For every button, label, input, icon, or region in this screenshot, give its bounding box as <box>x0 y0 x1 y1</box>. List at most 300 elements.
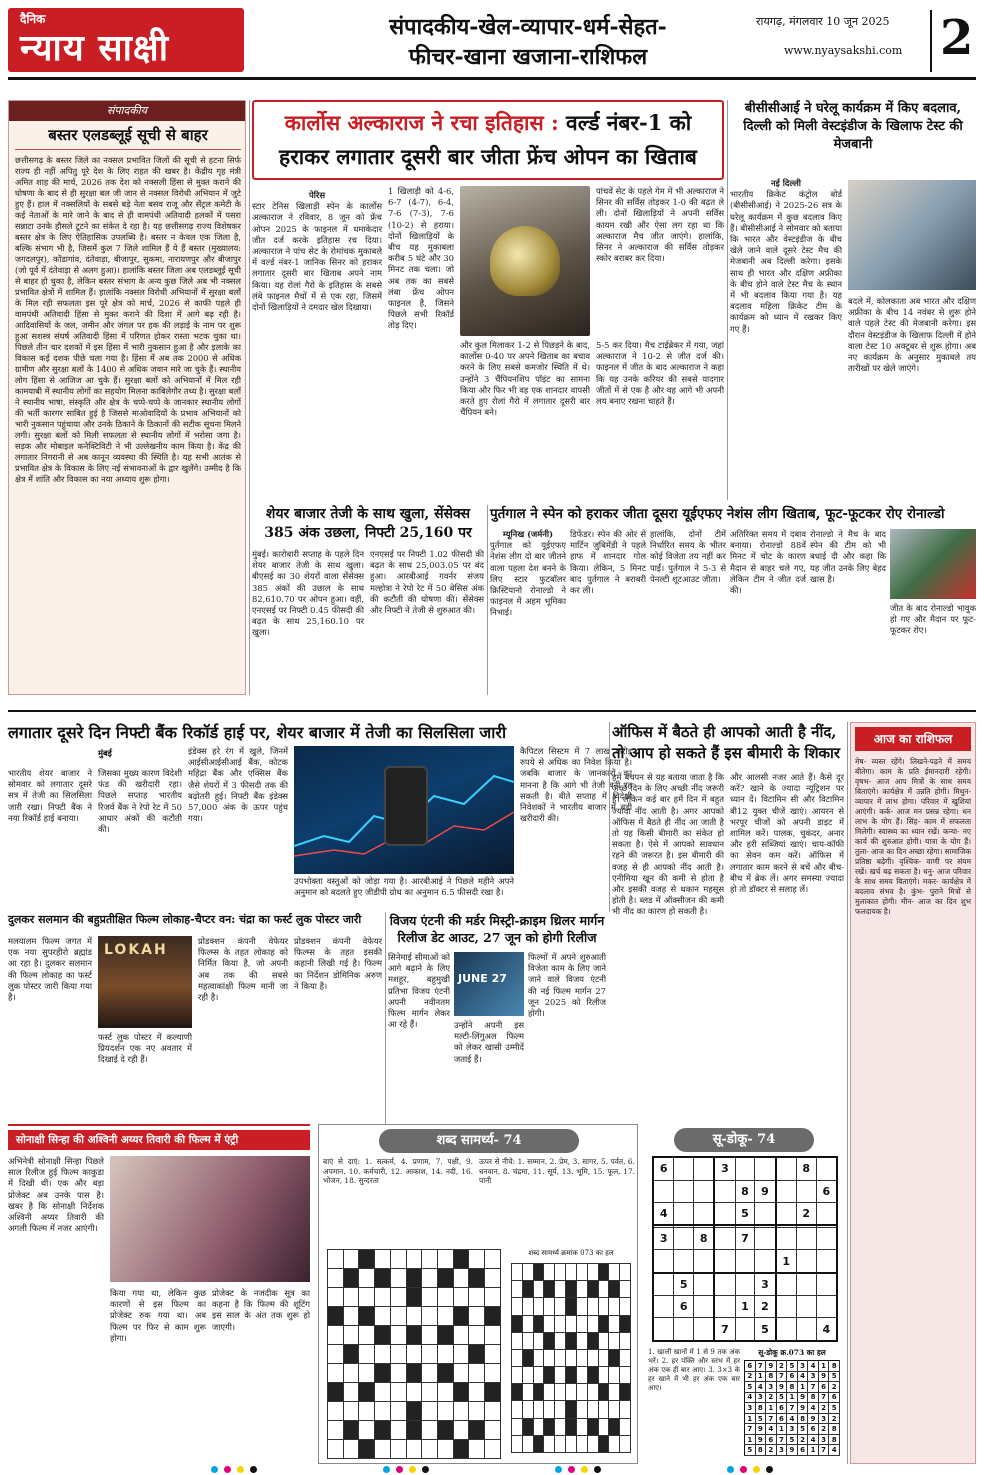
crossword-cell[interactable] <box>438 1250 454 1269</box>
sudoku-solution-row <box>745 1382 840 1393</box>
sensex-article <box>252 505 484 695</box>
sudoku-cell[interactable]: 4 <box>816 1318 837 1341</box>
crossword-cell[interactable] <box>406 1250 422 1269</box>
crossword-solution-cell-row <box>512 1264 631 1281</box>
sudoku-solution-cell: 1 <box>766 1403 777 1414</box>
sudoku-cell[interactable] <box>653 1273 674 1296</box>
editorial-body: छत्तीसगढ़ के बस्तर जिले का नक्सल प्रभावित जिलों की सूची से हटना सिर्फ राज्य ही नहीं अपितु पूरे देश के लिए राहत की खबर है। केंद्रीय गृह मंत्री अमित शाह की मार्च, 2026 तक देश को नक्सली हिंसा से मुक्त कराने की घोषणा के बाद से ही सुरक्षा बल जी जान से नक्सल विरोधी अभियान में जुटे हुए हैं। हाल में नक्सलियों के सबसे बड़े नेता बसव राजू और सेंट्रल कमेटी के कई नेताओं के मारे जाने के बाद से ही वामपंथी अतिवादी हलकों में पसरा सन्नाटा उनके हौसले टूटने का संकेत दे रहा है। यह छत्तीसगढ़ राज्य विशेषकर बस्तर क्षेत्र के लिए ऐतिहासिक उपलब्धि है। बस्तर न केवल एक जिला है, बल्कि संभाग भी है, जिसमें कुल 7 जिले शामिल हैं ये हैं बस्तर (मुख्यालय: जगदलपुर), कोंडागांव, दंतेवाड़ा, बीजापुर, सुकमा, नारायणपुर और बीजापुर (जो पूर्व में दंतेवाड़ा से अलग हुआ)। हालांकि बस्तर जिला अब एलडब्लूई सूची से बाहर हो चुका है, लेकिन बस्तर संभाग के अन्य कुछ जिले अब भी नक्सल प्रभावित क्षेत्रों में शामिल हैं। हालांकि नक्सल विरोधी अभियानों में सुरक्षा बलों के मिल रही सफलता इस पूरे क्षेत्र को मार्च, 2026 से काफी पहले ही वामपंथी अतिवादी हिंसा से मुक्त कराने की दिशा में आगे बढ़ रही है। आदिवासियों के जल, जमीन और जंगल पर हक की लड़ाई के नाम पर शुरू हुआ सशस्त्र संघर्ष अतिवादी हिंसा में परिणत होकर रास्ता भटक चुका था। पिछले तीन चार दशकों में इस हिंसा में भारी नुकसान हुआ है और इलाके का विकास कई दशक पीछे चला गया है। हिंसा में अब तक 2000 से अधिक ग्रामीण और सुरक्षा बलों के 1400 से अधिक जवान मारे जा चुके हैं। स्थानीय लोग हिंसा से आजिज आ चुके हैं। सुरक्षा बलों को अभियानों में मिल रही कामयाबी में स्थानीय लोगों का सहयोग मिलना काबिलेगौर तथ्य है। सुरक्षा बलों ने स्थानीय भाषा, संस्कृति और क्षेत्र के चप्पे-चप्पे के जानकार स्थानीय लोगों की भर्ती कारगर साबित हुई है जिससे माओवादियों के प्रभाव अभियानों को भारी नुकसान पहुंचाया और उनके ठिकाने के ठिकानों की सटीक सूचना मिलने लगी। सुरक्षा बलों को मिली सफलता से स्थानीय लोगों में भरोसा जगा है। सड़क और मोबाइल कनेक्टिविटी ने भी उल्लेखनीय काम किया है। केंद्र की लगातार निगरानी से अब कानून व्यवस्था की स्थिति है। यह सभी आतंक से प्रभावित क्षेत्र के विकास के लिए नई संभावनाओं के द्वार खुलेंगे। उम्मीद है कि क्षेत्र में शांति और विकास का नया अध्याय शुरू होगा। <box>15 155 241 484</box>
sudoku-cell[interactable] <box>816 1202 837 1225</box>
crossword-solution-cell <box>609 1264 620 1281</box>
crossword-grid[interactable] <box>327 1249 501 1459</box>
crossword-solution-cell-row <box>512 1332 631 1349</box>
crossword-cell[interactable] <box>485 1269 501 1288</box>
sudoku-cell[interactable] <box>755 1250 776 1273</box>
sudoku-cell[interactable] <box>796 1228 816 1250</box>
crossword-solution-label: शब्द सामर्थ्य क्रमांक 073 का हल <box>528 1249 614 1257</box>
sudoku-solution-cell: 5 <box>797 1424 808 1435</box>
crossword-cell[interactable] <box>343 1383 359 1402</box>
crossword-cell <box>359 1383 375 1402</box>
sudoku-solution-row <box>745 1424 840 1435</box>
sudoku-cell[interactable] <box>674 1202 694 1225</box>
crossword-cell[interactable] <box>438 1383 454 1402</box>
sudoku-solution-grid <box>744 1360 840 1456</box>
sudoku-cell[interactable] <box>816 1228 837 1250</box>
crossword-solution-cell <box>566 1367 577 1384</box>
crossword-cell <box>406 1288 422 1307</box>
crossword-cell[interactable] <box>422 1307 438 1326</box>
crossword-solution-cell <box>609 1349 620 1366</box>
sudoku-cell[interactable] <box>714 1273 735 1296</box>
crossword-cell[interactable] <box>422 1269 438 1288</box>
crossword-solution-cell <box>544 1298 555 1315</box>
sudoku-solution-cell: 5 <box>776 1392 787 1403</box>
crossword-solution-cell <box>512 1418 523 1435</box>
sudoku-cell[interactable]: 8 <box>693 1228 714 1250</box>
sudoku-cell[interactable] <box>714 1202 735 1225</box>
crossword-solution-cell <box>609 1298 620 1315</box>
print-mark-dot-icon <box>422 1466 429 1473</box>
sudoku-cell[interactable] <box>653 1318 674 1341</box>
alcaraz-headline-box <box>252 100 724 180</box>
maargan-poster-date: JUNE 27 <box>458 972 507 985</box>
crossword-cell[interactable] <box>469 1402 485 1421</box>
alcaraz-column-4: और कुल मिलाकर 1-2 से पिछड़ने के बाद, कार्लोस 0-40 पर अपने खिताब का बचाव करने के लिए सबसे कमजोर स्थिति में थे। उन्होंने 3 चैंपियनशिप पॉइंट का सामना किया और फिर भी वह एक शानदार वापसी करते हुए रोलां गैरो में लगातार दूसरी बार चैंपियन बने। <box>460 340 590 418</box>
crossword-solution-cell <box>609 1281 620 1298</box>
crossword-cell[interactable] <box>422 1440 438 1459</box>
crossword-cell[interactable] <box>438 1402 454 1421</box>
crossword-cell[interactable] <box>469 1383 485 1402</box>
sudoku-solution-cell: 9 <box>766 1361 777 1372</box>
sudoku-cell[interactable] <box>735 1273 755 1296</box>
sudoku-cell[interactable] <box>653 1296 674 1318</box>
smartphone-icon <box>384 766 428 846</box>
crossword-cell[interactable] <box>343 1288 359 1307</box>
crossword-cell <box>328 1307 344 1326</box>
sudoku-solution-cell: 8 <box>829 1434 840 1445</box>
crossword-cell[interactable] <box>485 1288 501 1307</box>
crossword-cell[interactable] <box>390 1383 406 1402</box>
sudoku-cell[interactable] <box>714 1296 735 1318</box>
issue-date: रायगढ़, मंगलवार 10 जून 2025 <box>756 15 890 28</box>
crossword-solution-cell <box>512 1401 523 1418</box>
crossword-cell[interactable] <box>422 1326 438 1345</box>
crossword-cell[interactable] <box>390 1421 406 1440</box>
portugal-column-3: हालांकि, दोनों टीमें निर्धारित समय के भीतर कोई विजेता तय नहीं कर पाईं। पुर्तगाल ने 5-3 से पेनल्टी शूटआउट जीता। <box>650 529 726 584</box>
sudoku-solution-cell: 3 <box>818 1434 829 1445</box>
sudoku-solution-cell: 4 <box>797 1371 808 1382</box>
crossword-cell-row <box>328 1250 501 1269</box>
sudoku-cell[interactable] <box>735 1250 755 1273</box>
sudoku-solution-cell: 2 <box>829 1413 840 1424</box>
crossword-solution-cell <box>587 1281 598 1298</box>
crossword-cell[interactable] <box>453 1288 469 1307</box>
sudoku-cell[interactable] <box>755 1228 776 1250</box>
crossword-cell-row <box>328 1402 501 1421</box>
sudoku-cell[interactable] <box>816 1273 837 1296</box>
sudoku-cell[interactable] <box>653 1250 674 1273</box>
crossword-cell[interactable] <box>485 1326 501 1345</box>
sudoku-cell[interactable]: 3 <box>653 1228 674 1250</box>
crossword-cell[interactable] <box>406 1383 422 1402</box>
crossword-cell <box>406 1402 422 1421</box>
sudoku-solution-cell: 7 <box>745 1424 756 1435</box>
crossword-cell[interactable] <box>359 1326 375 1345</box>
crossword-cell[interactable] <box>422 1421 438 1440</box>
crossword-cell[interactable] <box>453 1402 469 1421</box>
sudoku-cell[interactable]: 6 <box>653 1157 674 1180</box>
crossword-cell[interactable] <box>422 1345 438 1364</box>
sudoku-cell[interactable] <box>816 1296 837 1318</box>
crossword-cell[interactable] <box>469 1326 485 1345</box>
crossword-cell[interactable] <box>485 1421 501 1440</box>
crossword-solution-cell <box>609 1418 620 1435</box>
sudoku-cell[interactable] <box>735 1157 755 1180</box>
sudoku-solution-cell: 3 <box>818 1413 829 1424</box>
sudoku-cell[interactable] <box>693 1318 714 1341</box>
crossword-solution-cell <box>609 1332 620 1349</box>
crossword-cell-row <box>328 1383 501 1402</box>
crossword-solution-cell <box>522 1418 533 1435</box>
sudoku-solution-cell: 6 <box>787 1371 798 1382</box>
crossword-cell[interactable] <box>469 1307 485 1326</box>
crossword-solution-cell <box>544 1384 555 1401</box>
crossword-cell[interactable] <box>375 1402 391 1421</box>
sudoku-cell[interactable]: 1 <box>776 1250 797 1273</box>
sudoku-cell[interactable]: 1 <box>735 1296 755 1318</box>
crossword-cell[interactable] <box>438 1345 454 1364</box>
dulquer-column-4: प्रोडक्शन कंपनी वेफेयर फिल्म्स के तहत इसकी कहानी लिखी गई है। फिल्म का निर्देशन डोमिनिक अरुण ने किया है। <box>294 936 382 991</box>
crossword-cell[interactable] <box>453 1421 469 1440</box>
sudoku-solution-cell: 5 <box>745 1445 756 1456</box>
sudoku-cell[interactable] <box>776 1273 797 1296</box>
sudoku-cell[interactable] <box>776 1157 797 1180</box>
crossword-cell[interactable] <box>485 1345 501 1364</box>
sudoku-cell[interactable] <box>714 1228 735 1250</box>
crossword-cell[interactable] <box>375 1345 391 1364</box>
crossword-cell[interactable] <box>422 1250 438 1269</box>
crossword-cell[interactable] <box>453 1364 469 1383</box>
crossword-cell[interactable] <box>375 1440 391 1459</box>
crossword-cell-row <box>328 1326 501 1345</box>
horoscope-column <box>850 722 976 1464</box>
crossword-cell <box>438 1269 454 1288</box>
crossword-solution-cell <box>555 1401 566 1418</box>
sudoku-cell[interactable] <box>776 1202 797 1225</box>
nifty-photo-caption: उपभोक्ता वस्तुओं को जोड़ा गया है। आरबीआई ने पिछले महीने अपने अनुमान को बदलते हुए जीडीपी ग्रोथ का अनुमान 6.5 फीसदी रखा है। <box>294 876 514 898</box>
sudoku-cell[interactable]: 5 <box>674 1273 694 1296</box>
sudoku-cell[interactable] <box>674 1318 694 1341</box>
crossword-cell[interactable] <box>390 1269 406 1288</box>
crossword-cell[interactable] <box>485 1250 501 1269</box>
sudoku-cell[interactable] <box>693 1157 714 1180</box>
sudoku-solution-row <box>745 1413 840 1424</box>
crossword-cell[interactable] <box>375 1307 391 1326</box>
sudoku-cell[interactable] <box>796 1296 816 1318</box>
crossword-cell[interactable] <box>422 1383 438 1402</box>
crossword-cell-row <box>328 1440 501 1459</box>
sudoku-solution-row <box>745 1361 840 1372</box>
crossword-solution-cell <box>544 1349 555 1366</box>
crossword-cell[interactable] <box>359 1421 375 1440</box>
sudoku-cell[interactable] <box>776 1180 797 1202</box>
editorial-title: बस्तर एलडब्लूई सूची से बाहर <box>15 125 241 150</box>
column-divider <box>249 100 250 695</box>
crossword-cell[interactable] <box>390 1288 406 1307</box>
column-divider <box>385 912 386 1124</box>
sudoku-solution-cell: 2 <box>766 1392 777 1403</box>
crossword-solution-cell <box>566 1298 577 1315</box>
crossword-cell <box>375 1326 391 1345</box>
sudoku-cell[interactable] <box>674 1250 694 1273</box>
sudoku-row <box>653 1296 837 1318</box>
print-mark-group <box>724 1466 776 1475</box>
sudoku-solution-cell: 5 <box>829 1371 840 1382</box>
sudoku-cell[interactable] <box>816 1250 837 1273</box>
lokah-poster <box>98 936 192 1028</box>
sudoku-cell[interactable] <box>755 1157 776 1180</box>
sudoku-solution-cell: 8 <box>755 1403 766 1414</box>
crossword-solution-cell <box>598 1349 609 1366</box>
crossword-cell[interactable] <box>438 1440 454 1459</box>
crossword-cell[interactable] <box>390 1364 406 1383</box>
crossword-cell[interactable] <box>390 1440 406 1459</box>
crossword-solution-cell <box>512 1298 523 1315</box>
crossword-cell[interactable] <box>343 1440 359 1459</box>
crossword-solution-cell-row <box>512 1384 631 1401</box>
crossword-cell[interactable] <box>469 1288 485 1307</box>
crossword-cell[interactable] <box>438 1288 454 1307</box>
sudoku-cell[interactable] <box>735 1318 755 1341</box>
sudoku-solution-cell: 2 <box>797 1434 808 1445</box>
crossword-cell[interactable] <box>375 1383 391 1402</box>
sudoku-cell[interactable] <box>714 1250 735 1273</box>
crossword-cell[interactable] <box>359 1269 375 1288</box>
sudoku-cell[interactable] <box>796 1180 816 1202</box>
dulquer-column-2: फर्स्ट लुक पोस्टर में कल्याणी प्रियदर्शन एक नए अवतार में दिखाई दे रही हैं। <box>98 1032 192 1065</box>
sudoku-cell[interactable] <box>755 1202 776 1225</box>
sudoku-title: सू-डोकू- 74 <box>674 1128 814 1152</box>
sudoku-cell[interactable]: 4 <box>653 1202 674 1225</box>
crossword-cell[interactable] <box>359 1364 375 1383</box>
crossword-solution-cell <box>620 1264 631 1281</box>
crossword-cell[interactable] <box>343 1307 359 1326</box>
crossword-cell[interactable] <box>422 1402 438 1421</box>
maargan-poster <box>454 952 524 1016</box>
crossword-cell[interactable] <box>422 1364 438 1383</box>
crossword-cell[interactable] <box>328 1402 344 1421</box>
sudoku-solution-cell: 6 <box>818 1382 829 1393</box>
crossword-cell-row <box>328 1345 501 1364</box>
sudoku-solution-cell: 8 <box>755 1445 766 1456</box>
crossword-grid-table[interactable] <box>327 1249 501 1459</box>
sudoku-solution-cell: 1 <box>745 1413 756 1424</box>
portugal-column-6: जीत के बाद रोनाल्डो भावुक हो गए और मैदान पर फूट-फूटकर रोए। <box>890 603 976 636</box>
crossword-cell[interactable] <box>406 1345 422 1364</box>
crossword-solution-cell <box>587 1367 598 1384</box>
crossword-cell[interactable] <box>406 1440 422 1459</box>
crossword-cell[interactable] <box>453 1326 469 1345</box>
sensex-column-1: मुंबई। कारोबारी सप्ताह के पहले दिन शेयर बाजार तेजी के साथ खुला। बीएसई का 30 शेयरों वाला सेंसेक्स 385 अंकों की उछाल के साथ 82,610.70 पर ओपन हुआ। वहीं, एनएसई पर निफ्टी 0.45 फीसदी की बढ़त के साथ 25,160.10 पर खुला। <box>252 549 364 638</box>
sudoku-cell[interactable] <box>714 1180 735 1202</box>
crossword-cell[interactable] <box>375 1250 391 1269</box>
print-mark-dot-icon <box>409 1466 416 1473</box>
sleep-column-1: हमें बचपन से यह बताया जाता है कि अच्छे दिन के लिए अच्छी नींद जरूरी है। लेकिन कई बार हमें दिन में बहुत ज्यादा नींद आती है। अगर आपको ऑफिस में बैठते ही नींद आ जाती है तो यह किसी बीमारी का संकेत हो सकता है। ऐसे में आपको सावधान रहने की जरूरत है। इस बीमारी की वजह से ही आपको नींद आती है। एनीमिया खून की कमी से होता है और इसकी वजह से थकान महसूस होती है। ब्लड में ऑक्सीजन की कमी भी नींद का कारण हो सकती है। <box>612 772 724 917</box>
sudoku-cell[interactable]: 8 <box>796 1157 816 1180</box>
football-photo <box>890 529 976 599</box>
sudoku-solution-cell: 4 <box>808 1403 819 1414</box>
crossword-solution-cell <box>609 1401 620 1418</box>
sudoku-cell[interactable]: 5 <box>735 1202 755 1225</box>
sudoku-cell[interactable] <box>653 1180 674 1202</box>
crossword-cell[interactable] <box>328 1250 344 1269</box>
crossword-cell <box>469 1345 485 1364</box>
sudoku-solution-cell: 6 <box>745 1361 756 1372</box>
crossword-cell[interactable] <box>343 1250 359 1269</box>
crossword-cell[interactable] <box>343 1364 359 1383</box>
crossword-solution-cell <box>576 1418 587 1435</box>
crossword-cell[interactable] <box>375 1288 391 1307</box>
crossword-solution-cell <box>587 1349 598 1366</box>
sudoku-cell[interactable] <box>693 1202 714 1225</box>
crossword-solution-cell <box>576 1332 587 1349</box>
crossword-solution-cell <box>587 1418 598 1435</box>
bcci-column-1 <box>730 178 842 500</box>
crossword-solution-cell <box>620 1435 631 1452</box>
sudoku-cell[interactable]: 7 <box>714 1318 735 1341</box>
crossword-cell[interactable] <box>453 1269 469 1288</box>
crossword-cell[interactable] <box>438 1307 454 1326</box>
sudoku-cell[interactable] <box>796 1250 816 1273</box>
sudoku-cell[interactable]: 3 <box>714 1157 735 1180</box>
crossword-cell[interactable] <box>390 1345 406 1364</box>
crossword-solution-cell <box>533 1418 544 1435</box>
crossword-solution-cell <box>544 1315 555 1332</box>
crossword-cell[interactable] <box>359 1288 375 1307</box>
sudoku-cell[interactable]: 2 <box>755 1296 776 1318</box>
sudoku-cell[interactable] <box>796 1318 816 1341</box>
website-link[interactable]: www.nyaysakshi.com <box>784 44 903 57</box>
sudoku-cell[interactable]: 6 <box>674 1296 694 1318</box>
sudoku-grid-table[interactable] <box>652 1156 838 1342</box>
crossword-cell[interactable] <box>422 1288 438 1307</box>
sudoku-cell[interactable] <box>693 1273 714 1296</box>
sudoku-solution-cell: 8 <box>808 1392 819 1403</box>
crossword-cell[interactable] <box>328 1288 344 1307</box>
sonakshi-column-2: किया गया था, लेकिन कुछ कारणों से इस फिल्म का प्रोजेक्ट रुक गया था। अब फिल्म पर फिर से काम शुरू होगा। <box>110 1288 206 1343</box>
sudoku-solution-cell: 5 <box>829 1403 840 1414</box>
crossword-cell[interactable] <box>469 1364 485 1383</box>
crossword-solution-cell-row <box>512 1315 631 1332</box>
crossword-solution-cell <box>544 1367 555 1384</box>
sudoku-cell[interactable] <box>674 1228 694 1250</box>
crossword-cell[interactable] <box>390 1402 406 1421</box>
sudoku-grid[interactable] <box>652 1156 838 1342</box>
crossword-solution-cell <box>533 1298 544 1315</box>
crossword-cell[interactable] <box>328 1421 344 1440</box>
crossword-cell[interactable] <box>406 1307 422 1326</box>
crossword-cell[interactable] <box>328 1326 344 1345</box>
sudoku-solution-cell: 1 <box>776 1424 787 1435</box>
sudoku-solution-cell: 8 <box>797 1413 808 1424</box>
sudoku-cell[interactable]: 7 <box>735 1228 755 1250</box>
crossword-cell[interactable] <box>328 1345 344 1364</box>
crossword-solution-cell-row <box>512 1298 631 1315</box>
crossword-solution-cell <box>544 1264 555 1281</box>
crossword-cell <box>438 1421 454 1440</box>
sudoku-solution-row <box>745 1445 840 1456</box>
crossword-cell[interactable] <box>359 1345 375 1364</box>
crossword-cell[interactable] <box>328 1269 344 1288</box>
sudoku-cell[interactable] <box>674 1180 694 1202</box>
crossword-cell[interactable] <box>390 1326 406 1345</box>
sudoku-cell[interactable]: 9 <box>755 1180 776 1202</box>
crossword-cell[interactable] <box>453 1345 469 1364</box>
crossword-solution-cell <box>522 1435 533 1452</box>
sudoku-cell[interactable]: 3 <box>755 1273 776 1296</box>
sudoku-solution-cell: 1 <box>797 1382 808 1393</box>
crossword-cell[interactable] <box>469 1440 485 1459</box>
sudoku-cell[interactable] <box>693 1250 714 1273</box>
crossword-cell[interactable] <box>485 1440 501 1459</box>
crossword-solution-cell <box>522 1332 533 1349</box>
sudoku-solution-cell: 4 <box>755 1382 766 1393</box>
horoscope-title: आज का राशिफल <box>855 727 971 751</box>
sudoku-cell[interactable]: 8 <box>735 1180 755 1202</box>
sudoku-cell[interactable] <box>776 1228 797 1250</box>
column-divider <box>847 722 848 1464</box>
sudoku-cell[interactable]: 2 <box>796 1202 816 1225</box>
crossword-cell[interactable] <box>485 1364 501 1383</box>
crossword-solution-cell <box>566 1401 577 1418</box>
cricket-team-photo <box>848 180 976 290</box>
sudoku-cell[interactable] <box>796 1273 816 1296</box>
crossword-cell[interactable] <box>390 1250 406 1269</box>
crossword-cell[interactable] <box>469 1250 485 1269</box>
sudoku-cell[interactable] <box>776 1296 797 1318</box>
sudoku-cell[interactable]: 5 <box>755 1318 776 1341</box>
sudoku-cell[interactable] <box>776 1318 797 1341</box>
sudoku-solution-cell: 8 <box>787 1382 798 1393</box>
crossword-cell <box>406 1364 422 1383</box>
sudoku-cell[interactable] <box>693 1296 714 1318</box>
crossword-cell <box>453 1307 469 1326</box>
crossword-cell-row <box>328 1288 501 1307</box>
crossword-cell[interactable] <box>359 1402 375 1421</box>
sudoku-cell[interactable] <box>674 1157 694 1180</box>
crossword-solution-cell <box>512 1435 523 1452</box>
crossword-solution-cell <box>533 1384 544 1401</box>
crossword-cell[interactable] <box>485 1402 501 1421</box>
crossword-cell[interactable] <box>343 1402 359 1421</box>
crossword-cell[interactable] <box>328 1364 344 1383</box>
sudoku-cell[interactable] <box>693 1180 714 1202</box>
sonakshi-photo <box>110 1156 310 1282</box>
sudoku-solution-cell: 9 <box>776 1382 787 1393</box>
crossword-solution-cell <box>598 1298 609 1315</box>
crossword-cell[interactable] <box>328 1440 344 1459</box>
sudoku-solution-cell: 7 <box>776 1371 787 1382</box>
sudoku-row <box>653 1228 837 1250</box>
sudoku-solution-cell: 1 <box>808 1445 819 1456</box>
sudoku-cell[interactable] <box>816 1157 837 1180</box>
sudoku-cell[interactable]: 6 <box>816 1180 837 1202</box>
crossword-cell[interactable] <box>390 1307 406 1326</box>
crossword-solution-cell <box>512 1367 523 1384</box>
crossword-cell <box>343 1345 359 1364</box>
crossword-cell[interactable] <box>343 1326 359 1345</box>
crossword-solution-cell <box>587 1315 598 1332</box>
sudoku-solution-cell: 3 <box>766 1382 777 1393</box>
